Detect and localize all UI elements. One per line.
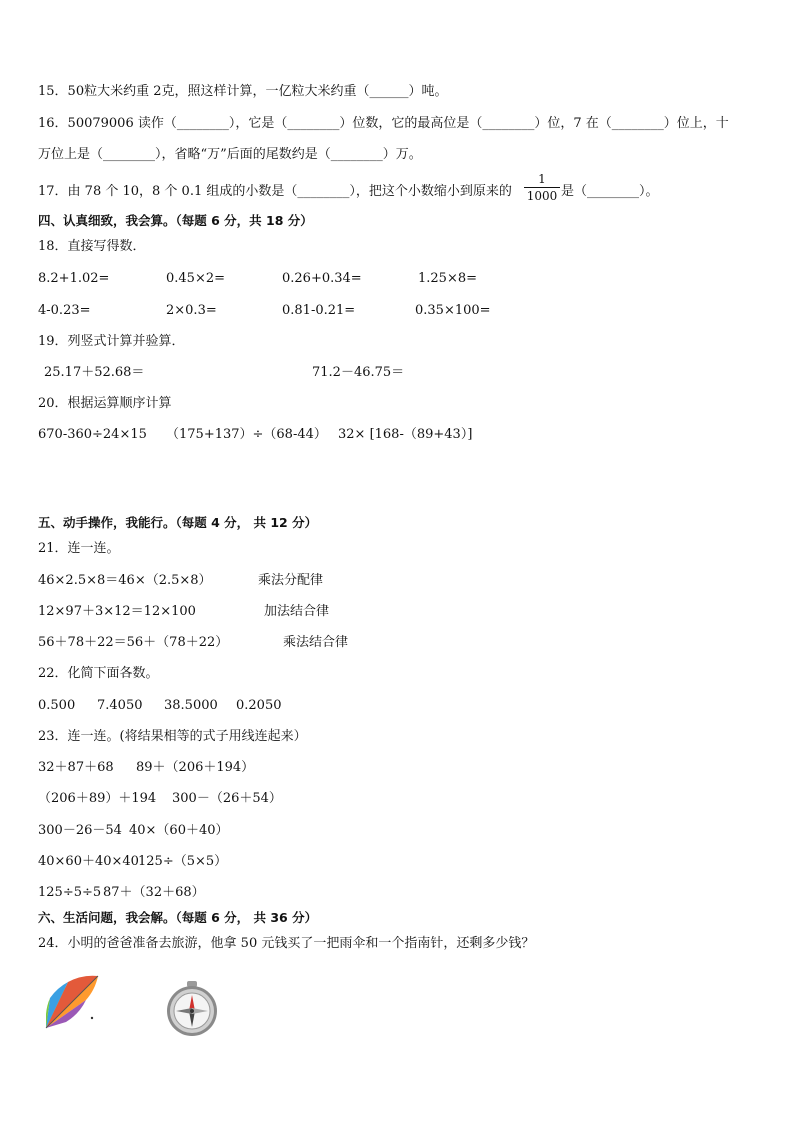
fraction-bar: [524, 187, 560, 188]
compass-icon: [164, 980, 220, 1038]
q18-item: 1.25×8=: [418, 271, 478, 286]
q18-item: 0.26+0.34=: [282, 271, 362, 286]
q23-right-item: 89＋（206＋194）: [136, 760, 255, 775]
fraction-numerator: 1: [538, 172, 546, 186]
umbrella-icon: [40, 970, 104, 1034]
question-21: 21．连一连。: [38, 541, 120, 556]
q23-right-item: 125÷（5×5）: [138, 854, 228, 869]
q23-left-item: 32＋87＋68: [38, 760, 114, 775]
section-5-heading: 五、动手操作，我能行。（每题 4 分， 共 12 分）: [38, 515, 318, 530]
q23-left-item: 40×60＋40×40: [38, 854, 139, 869]
q23-right-item: 40×（60＋40）: [129, 823, 229, 838]
question-22: 22．化简下面各数。: [38, 666, 159, 681]
question-15: 15．50粒大米约重 2克，照这样计算，一亿粒大米约重（______）吨。: [38, 84, 448, 99]
q23-left-item: （206＋89）＋194: [38, 791, 157, 806]
q18-item: 4-0.23=: [38, 303, 91, 318]
q23-left-item: 125÷5÷5: [38, 885, 102, 900]
q18-item: 2×0.3=: [166, 303, 217, 318]
question-20: 20．根据运算顺序计算: [38, 396, 172, 411]
q22-item: 0.2050: [236, 698, 282, 713]
q18-item: 0.35×100=: [415, 303, 491, 318]
q21-right-item: 加法结合律: [264, 604, 330, 619]
q22-item: 38.5000: [164, 698, 218, 713]
question-24: 24．小明的爸爸准备去旅游，他拿 50 元钱买了一把雨伞和一个指南针，还剩多少钱？: [38, 936, 535, 951]
q21-right-item: 乘法分配律: [258, 573, 324, 588]
q21-right-item: 乘法结合律: [283, 635, 349, 650]
question-16-line-2: 万位上是（________），省略“万”后面的尾数约是（________）万。: [38, 147, 422, 162]
q19-item: 25.17＋52.68＝: [44, 365, 145, 380]
q20-item: 670-360÷24×15: [38, 427, 147, 442]
question-16-line-1: 16．50079006 读作（________），它是（________）位数，它的最高位是（________）位，7 在（________）位上，十: [38, 116, 729, 131]
q21-left-item: 46×2.5×8＝46×（2.5×8）: [38, 573, 212, 588]
section-4-heading: 四、认真细致，我会算。（每题 6 分，共 18 分）: [38, 213, 313, 228]
question-18: 18．直接写得数．: [38, 239, 146, 254]
q18-item: 0.81-0.21=: [282, 303, 356, 318]
q18-item: 0.45×2=: [166, 271, 226, 286]
fraction-denominator: 1000: [526, 189, 558, 203]
q21-left-item: 12×97＋3×12＝12×100: [38, 604, 196, 619]
q23-left-item: 300－26－54: [38, 823, 122, 838]
question-17-part-b: 是（________）。: [561, 184, 659, 199]
q23-right-item: 300－（26＋54）: [172, 791, 282, 806]
question-17-part-a: 17．由 78 个 10，8 个 0.1 组成的小数是（________），把这个小数缩小到原来的: [38, 184, 512, 199]
q19-item: 71.2－46.75＝: [312, 365, 405, 380]
q22-item: 7.4050: [97, 698, 143, 713]
q20-item: 32× [168-（89+43）]: [338, 427, 473, 442]
question-19: 19．列竖式计算并验算．: [38, 334, 185, 349]
fraction-one-thousandth: [524, 172, 560, 203]
q23-right-item: 87＋（32＋68）: [103, 885, 205, 900]
q18-item: 8.2+1.02=: [38, 271, 110, 286]
q21-left-item: 56＋78＋22＝56＋（78＋22）: [38, 635, 229, 650]
question-23: 23．连一连。(将结果相等的式子用线连起来）: [38, 729, 307, 744]
section-6-heading: 六、生活问题，我会解。（每题 6 分， 共 36 分）: [38, 910, 318, 925]
q20-item: （175+137）÷（68-44）: [166, 427, 327, 442]
q22-item: 0.500: [38, 698, 76, 713]
